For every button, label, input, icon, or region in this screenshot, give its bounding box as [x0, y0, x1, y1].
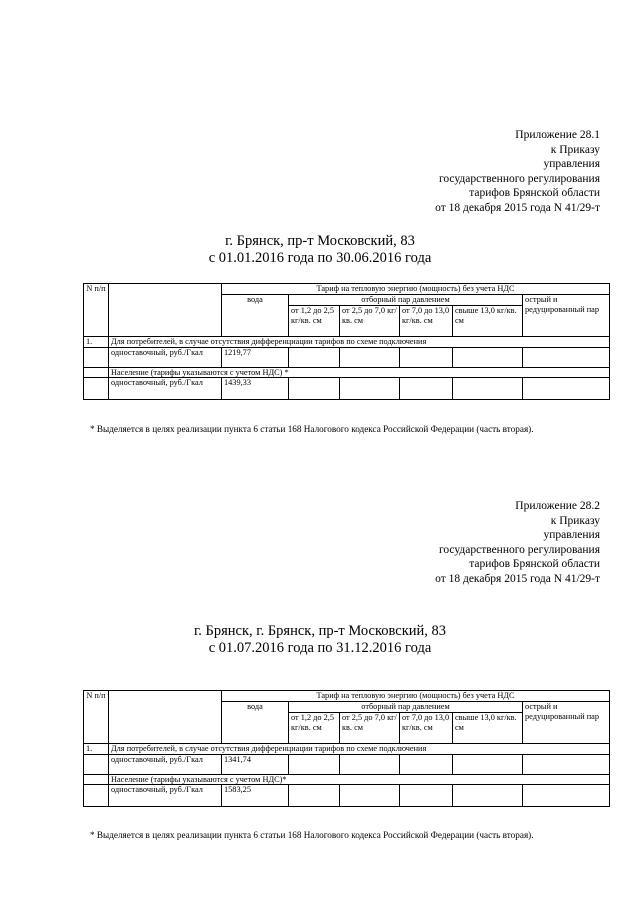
header-tariff: Тариф на тепловую энергию (мощность) без учета НДС [222, 284, 610, 295]
row-single-rate: одноставочный, руб./Гкал [109, 754, 222, 774]
appendix-line: тарифов Брянской области [469, 187, 600, 200]
value-water: 1219,77 [222, 347, 289, 367]
header-steam: отборный пар давлением [289, 295, 523, 306]
empty-cell [84, 347, 109, 367]
value-water: 1583,25 [222, 785, 289, 807]
appendix-line: к Приказу [550, 143, 600, 156]
appendix-header-2 [435, 499, 600, 587]
empty-cell [400, 378, 453, 400]
appendix-line: к Приказу [550, 514, 600, 527]
header-pressure-2: от 2,5 до 7,0 кг/кв. см [340, 713, 400, 744]
empty-cell [523, 754, 610, 774]
empty-cell [523, 347, 610, 367]
header-empty [109, 691, 222, 744]
empty-cell [84, 774, 109, 785]
header-steam: отборный пар давлением [289, 702, 523, 713]
appendix-header-1 [435, 128, 600, 216]
appendix-line: Приложение 28.1 [515, 129, 600, 141]
header-empty [109, 284, 222, 337]
empty-cell [453, 347, 523, 367]
row-population: Население (тарифы указываются с учетом НДС) * [109, 367, 610, 378]
empty-cell [453, 754, 523, 774]
empty-cell [523, 378, 610, 400]
header-num: N п/п [84, 691, 109, 744]
empty-cell [84, 378, 109, 400]
empty-cell [289, 785, 340, 807]
empty-cell [84, 785, 109, 807]
empty-cell [453, 378, 523, 400]
title-period: с 01.07.2016 года по 31.12.2016 года [208, 640, 432, 656]
empty-cell [400, 754, 453, 774]
appendix-line: от 18 декабря 2015 года N 41/29-т [435, 572, 600, 585]
empty-cell [289, 347, 340, 367]
header-pressure-2: от 2,5 до 7,0 кг/кв. см [340, 306, 400, 337]
appendix-line: от 18 декабря 2015 года N 41/29-т [435, 201, 600, 214]
tariff-table-2 [83, 690, 610, 807]
header-sharp-steam: острый и редуцированный пар [523, 702, 610, 744]
row-single-rate: одноставочный, руб./Гкал [109, 347, 222, 367]
document-title-2 [0, 623, 640, 657]
value-water: 1439,33 [222, 378, 289, 400]
document-title-1 [0, 233, 640, 267]
header-tariff: Тариф на тепловую энергию (мощность) без учета НДС [222, 691, 610, 702]
empty-cell [523, 785, 610, 807]
empty-cell [340, 754, 400, 774]
appendix-line: государственного регулирования [438, 172, 600, 185]
header-sharp-steam: острый и редуцированный пар [523, 295, 610, 337]
header-pressure-3: от 7,0 до 13,0 кг/кв. см [400, 306, 453, 337]
appendix-line: Приложение 28.2 [515, 500, 600, 512]
header-pressure-4: свыше 13,0 кг/кв. см [453, 713, 523, 744]
appendix-line: управления [543, 529, 600, 542]
footnote-2: * Выделяется в целях реализации пункта 6 статьи 168 Налогового кодекса Российской Федерации (часть вторая). [90, 830, 534, 840]
appendix-line: государственного регулирования [438, 543, 600, 556]
empty-cell [400, 785, 453, 807]
empty-cell [289, 754, 340, 774]
row-number: 1. [84, 744, 109, 755]
header-water: вода [222, 295, 289, 337]
row-consumers: Для потребителей, в случае отсутствия дифференциации тарифов по схеме подключения [109, 337, 610, 348]
row-single-rate: одноставочный, руб./Гкал [109, 785, 222, 807]
empty-cell [84, 754, 109, 774]
empty-cell [453, 785, 523, 807]
title-address: г. Брянск, г. Брянск, пр-т Московский, 83 [193, 623, 447, 639]
row-single-rate: одноставочный, руб./Гкал [109, 378, 222, 400]
header-water: вода [222, 702, 289, 744]
row-population: Население (тарифы указываются с учетом НДС)* [109, 774, 610, 785]
header-pressure-3: от 7,0 до 13,0 кг/кв. см [400, 713, 453, 744]
row-number: 1. [84, 337, 109, 348]
appendix-line: управления [543, 158, 600, 171]
tariff-table-1 [83, 283, 610, 400]
header-pressure-1: от 1,2 до 2,5 кг/кв. см [289, 713, 340, 744]
appendix-line: тарифов Брянской области [469, 558, 600, 571]
footnote-1: * Выделяется в целях реализации пункта 6 статьи 168 Налогового кодекса Российской Федерации (часть вторая). [90, 424, 534, 434]
title-address: г. Брянск, пр-т Московский, 83 [225, 233, 415, 249]
row-consumers: Для потребителей, в случае отсутствия дифференциации тарифов по схеме подключения [109, 744, 610, 755]
value-water: 1341,74 [222, 754, 289, 774]
empty-cell [289, 378, 340, 400]
empty-cell [340, 785, 400, 807]
header-num: N п/п [84, 284, 109, 337]
title-period: с 01.01.2016 года по 30.06.2016 года [208, 250, 432, 266]
header-pressure-4: свыше 13,0 кг/кв. см [453, 306, 523, 337]
empty-cell [400, 347, 453, 367]
empty-cell [340, 378, 400, 400]
header-pressure-1: от 1,2 до 2,5 кг/кв. см [289, 306, 340, 337]
empty-cell [84, 367, 109, 378]
empty-cell [340, 347, 400, 367]
